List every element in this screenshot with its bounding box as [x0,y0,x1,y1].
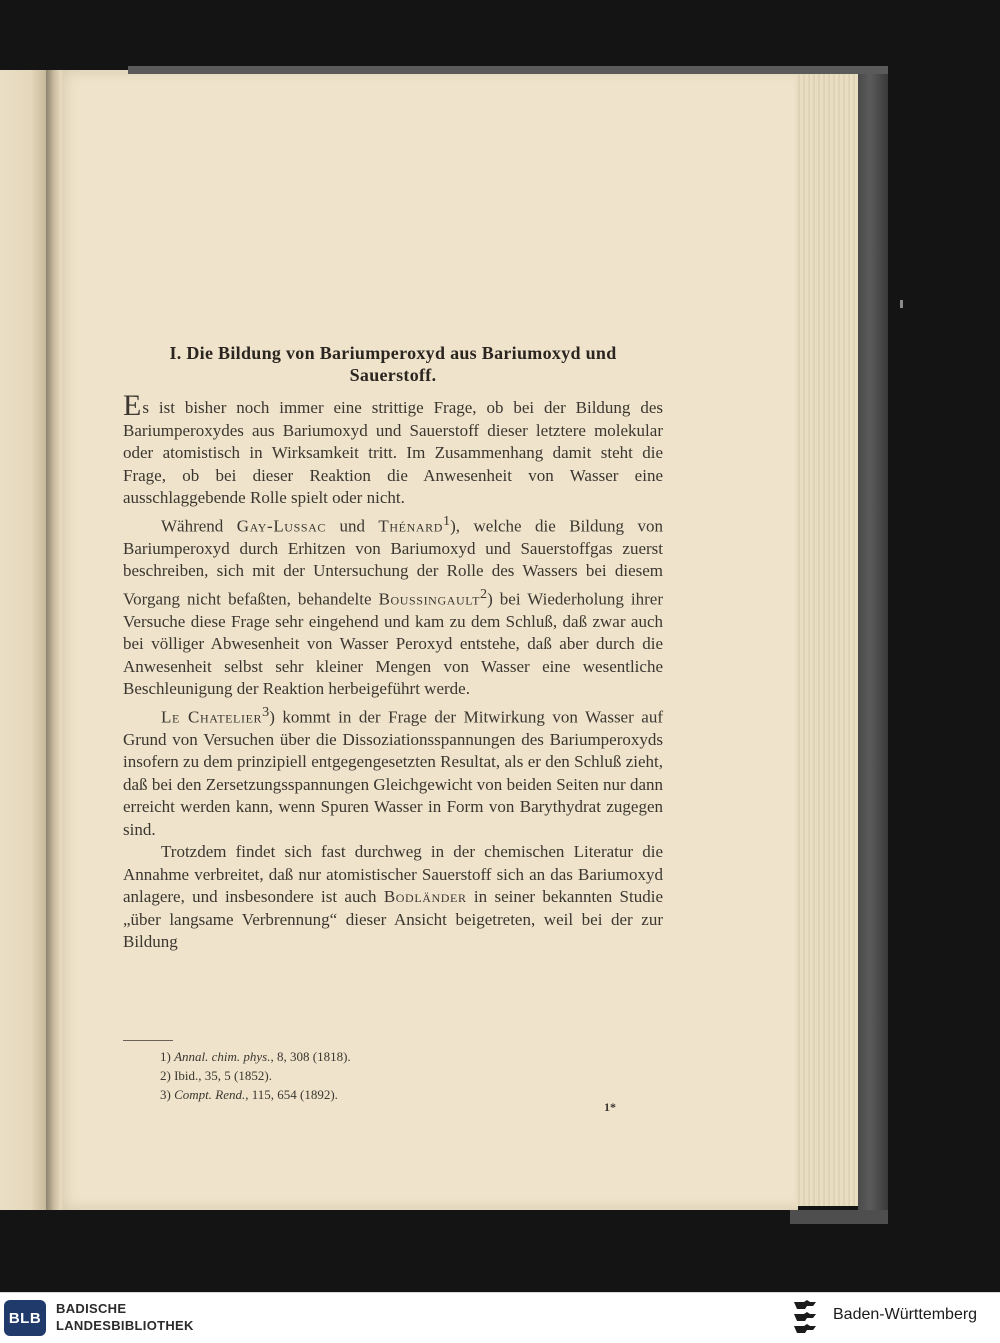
footnote-2 [160,1066,560,1085]
blb-name-line1: BADISCHE [56,1301,127,1316]
cover-top [128,66,888,74]
footnote-mark: 2) [160,1068,171,1083]
book-cover [858,74,888,1224]
drop-cap: E [123,389,142,422]
paragraph-3 [123,701,663,842]
footnote-ref-1: 1 [443,512,451,529]
footnote-ref-3: 3 [262,703,270,720]
book-gutter [46,70,62,1210]
paragraph-2-text-a: Während [161,516,237,536]
paragraph-4-text-b: in seiner bekannten Studie „über langsame Verbrennung“ dieser Ansicht beigetreten, weil bei der zur Bildung [123,887,663,952]
paragraph-4 [123,841,663,954]
footnote-mark: 3) [160,1087,171,1102]
chapter-heading-line1: I. Die Bildung von Bariumperoxyd aus Bariumoxyd und [169,343,617,363]
scan-speck [900,300,903,308]
footnote-title: Annal. chim. phys. [174,1049,271,1064]
chapter-heading-line2: Sauerstoff. [349,365,437,385]
paragraph-2 [123,510,663,701]
cover-bottom [790,1210,888,1224]
footnote-title: Compt. Rend. [174,1087,246,1102]
blb-logo[interactable]: BLB [4,1300,46,1336]
body-text [123,389,664,954]
left-page-edge [0,70,52,1210]
footnote-rule [123,1040,173,1041]
footnote-ref-2: 2 [480,585,488,602]
paragraph-3-text: ) kommt in der Frage der Mitwirkung von Wasser auf Grund von Versuchen über die Dissoziationsspannungen des Bariumperoxyds insofern zu dem prinzipiell entgegengesetzten Resultat, als er den Schluß zieht, daß bei den Zersetzungsspannungen Gleichgewicht von beiden Seiten nur dann erreicht werden kann, wenn Spuren Wasser in Form von Barythydrat zugegen sind. [123,707,664,839]
bw-name[interactable]: Baden-Württemberg [833,1306,978,1323]
signature-mark: 1* [604,1100,616,1114]
paragraph-2-text-b: und [326,516,379,536]
author-bodlander: Bodländer [383,887,467,907]
blb-name-line2: LANDESBIBLIOTHEK [56,1318,194,1333]
paragraph-1 [123,389,663,510]
paragraph-1-text: s ist bisher noch immer eine strittige Frage, ob bei der Bildung des Bariumperoxydes aus Bariumoxyd und Sauerstoff dieser letztere molekular oder atomistisch in Wirksamkeit tritt. Im Zusammenhang damit steht die Frage, ob bei dieser Reaktion die Anwesenheit von Wasser eine ausschlaggebende Rolle spielt oder nicht. [123,398,663,507]
footnote-mark: 1) [160,1049,171,1064]
footnote-ref: , 8, 308 (1818). [270,1049,351,1064]
footnote-ref: Ibid., 35, 5 (1852). [174,1068,272,1083]
footnote-1 [160,1047,560,1066]
footnote-ref: , 115, 654 (1892). [245,1087,338,1102]
footnote-3 [160,1085,560,1104]
paragraph-2-text-d: ) bei Wiederholung ihrer Versuche diese Frage sehr eingehend und kam zu dem Schluß, daß zwar auch bei völliger Abwesenheit von Wasser Peroxyd entstehe, daß aber durch die Anwesenheit selbst sehr kleiner Mengen von Wasser eine wesentliche Beschleunigung der Reaktion herbeigeführt werde. [123,589,663,699]
chapter-heading [123,342,663,386]
paragraph-4-text-a: Trotzdem findet sich fast durchweg in der chemischen Literatur die Annahme verbreitet, daß nur atomistischer Sauerstoff sich an das Bariumoxyd anlagere, und insbesondere ist auch [123,842,663,907]
paragraph-2-text-c: ), welche die Bildung von Bariumperoxyd durch Erhitzen von Bariumoxyd und Sauerstoffgas zuerst beschreiben, sich mit der Untersuchung der Rolle des Wassers bei diesem Vorgang nicht befaßten, behandelte [123,516,663,609]
author-le-chatelier: Le Chatelier [161,707,263,727]
author-thenard: Thénard [378,516,443,536]
blb-name[interactable] [56,1300,194,1334]
footnotes [160,1047,560,1104]
author-gay-lussac: Gay-Lussac [236,516,326,536]
baden-wuerttemberg-lions-icon [790,1298,826,1336]
page-edges [796,74,860,1206]
author-boussingault: Boussingault [378,589,480,609]
